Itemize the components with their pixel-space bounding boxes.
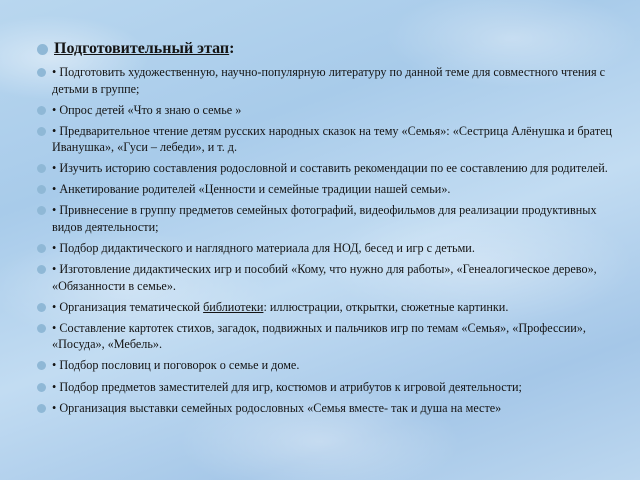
list-item-text xyxy=(52,299,617,316)
list-item xyxy=(37,240,617,257)
list-item-text: • Изготовление дидактических игр и пособий «Кому, что нужно для работы», «Генеалогическое дерево», «Обязанности в семье». xyxy=(52,262,597,293)
list-item-text-before: • Организация тематической xyxy=(52,299,204,314)
title-colon: : xyxy=(229,40,235,57)
list-item xyxy=(37,160,617,177)
bullet-icon xyxy=(37,127,46,136)
bullet-icon xyxy=(37,383,46,392)
list-item xyxy=(37,299,617,316)
list-item-text: • Опрос детей «Что я знаю о семье » xyxy=(52,102,242,117)
list-item-text: • Предварительное чтение детям русских народных сказок на тему «Семья»: «Сестрица Алёнушка и братец Иванушка», «Гуси – лебеди», и т. д. xyxy=(52,123,613,155)
list-item-text: • Подбор пословиц и поговорок о семье и доме. xyxy=(52,358,300,373)
list-item-text-after: : иллюстрации, открытки, сюжетные картинки. xyxy=(263,299,509,314)
list-item xyxy=(37,64,617,97)
list-item-text: • Привнесение в группу предметов семейных фотографий, видеофильмов для реализации продуктивных видов деятельности; xyxy=(52,203,597,234)
bullet-icon xyxy=(37,303,46,312)
bullet-icon xyxy=(37,404,46,413)
slide-content xyxy=(37,40,617,421)
list-item xyxy=(37,400,617,417)
bullet-icon xyxy=(37,44,48,55)
list-item-text: • Подбор дидактического и наглядного материала для НОД, бесед и игр с детьми. xyxy=(52,241,475,256)
title-row xyxy=(37,40,617,58)
list-item xyxy=(37,123,617,156)
list-item-text: • Анкетирование родителей «Ценности и семейные традиции нашей семьи». xyxy=(52,182,451,197)
list-item-text: • Составление картотек стихов, загадок, подвижных и пальчиков игр по темам «Семья», «Профессии», «Посуда», «Мебель». xyxy=(52,320,586,352)
bullet-icon xyxy=(37,68,46,77)
bullet-icon xyxy=(37,185,46,194)
list-item xyxy=(37,261,617,294)
bullet-icon xyxy=(37,265,46,274)
bullet-icon xyxy=(37,324,46,333)
slide-title: Подготовительный этап xyxy=(54,40,230,57)
bullet-icon xyxy=(37,361,46,370)
list-item xyxy=(37,181,617,198)
list-item-text: • Подбор предметов заместителей для игр, костюмов и атрибутов к игровой деятельности; xyxy=(52,379,522,394)
list-item xyxy=(37,379,617,396)
library-link[interactable]: библиотеки xyxy=(203,299,264,314)
bullet-icon xyxy=(37,106,46,115)
list-item xyxy=(37,202,617,235)
bullet-icon xyxy=(37,206,46,215)
list-item-text: • Изучить историю составления родословной и составить рекомендации по ее составлению для родителей. xyxy=(52,161,608,176)
list-item-text: • Подготовить художественную, научно-популярную литературу по данной теме для совместного чтения с детьми в группе; xyxy=(52,65,606,96)
list-item xyxy=(37,320,617,353)
bullet-icon xyxy=(37,164,46,173)
list-item-text: • Организация выставки семейных родословных «Семья вместе- так и душа на месте» xyxy=(52,400,502,415)
list-item xyxy=(37,357,617,374)
bullet-icon xyxy=(37,244,46,253)
list-item xyxy=(37,102,617,119)
